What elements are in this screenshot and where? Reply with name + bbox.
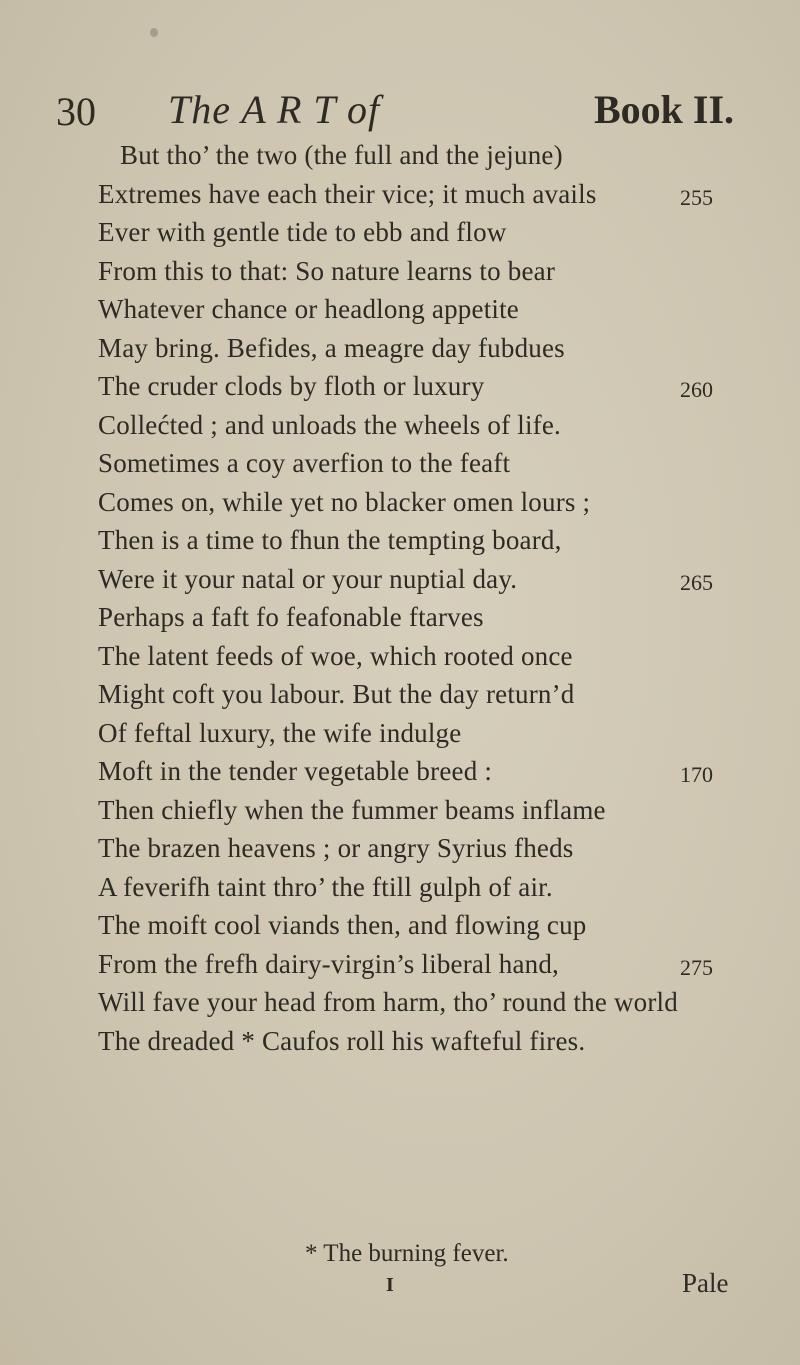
- poem-line-text: Then is a time to fhun the tempting board,: [98, 525, 562, 555]
- poem-line: [0, 487, 800, 526]
- poem-line-text: A feverifh taint thro’ the ftill gulph of air.: [98, 871, 553, 902]
- poem-line: [0, 718, 800, 757]
- signature-mark: I: [386, 1274, 394, 1296]
- poem-line: [0, 602, 800, 641]
- poem-line: [0, 410, 800, 449]
- ink-speck: [150, 28, 158, 37]
- line-number: 265: [680, 569, 713, 595]
- poem-line-text: May bring. Befides, a meagre day fubdues: [98, 332, 565, 363]
- poem-line: [0, 872, 800, 911]
- poem-line-text: Then chiefly when the fummer beams inflame: [98, 794, 606, 825]
- poem-line-text: Sometimes a coy averfion to the feaft: [98, 448, 511, 478]
- poem-line-text: The moift cool viands then, and flowing cup: [98, 910, 587, 940]
- poem-line: [0, 833, 800, 872]
- poem-line-text: Comes on, while yet no blacker omen lours ;: [98, 486, 591, 517]
- poem-line: [0, 795, 800, 834]
- poem-line-text: Might coft you labour. But the day return’d: [98, 679, 575, 709]
- poem-line: [0, 140, 800, 179]
- poem-line: [0, 333, 800, 372]
- poem-line-text: The brazen heavens ; or angry Syrius fheds: [98, 833, 574, 863]
- poem-line-text: Extremes have each their vice; it much avails: [98, 178, 597, 209]
- poem-body: [0, 140, 800, 1064]
- poem-line: [0, 949, 800, 988]
- poem-line-text: Were it your natal or your nuptial day.: [98, 563, 518, 594]
- poem-line: [0, 756, 800, 795]
- footnote: * The burning fever.: [305, 1240, 509, 1267]
- poem-line: [0, 564, 800, 603]
- line-number: 170: [680, 762, 713, 787]
- poem-line: [0, 1026, 800, 1065]
- poem-line: [0, 448, 800, 487]
- poem-line-text: Ever with gentle tide to ebb and flow: [98, 217, 507, 247]
- running-title: The A R T of: [168, 87, 381, 132]
- poem-line: [0, 179, 800, 218]
- poem-line-text: From this to that: So nature learns to bear: [98, 255, 556, 286]
- poem-line-text: Of feftal luxury, the wife indulge: [98, 717, 462, 748]
- poem-line-text: The dreaded * Caufos roll his wafteful fires.: [98, 1025, 586, 1056]
- poem-line-text: The latent feeds of woe, which rooted once: [98, 640, 573, 671]
- poem-line-text: But tho’ the two (the full and the jejune): [120, 140, 563, 170]
- line-number: 275: [680, 954, 713, 980]
- poem-line: [0, 256, 800, 295]
- poem-line-text: Will fave your head from harm, tho’ round the world: [98, 987, 678, 1017]
- poem-line: [0, 679, 800, 718]
- poem-line-text: From the frefh dairy-virgin’s liberal hand,: [98, 948, 559, 979]
- page-footer: [0, 1240, 800, 1310]
- poem-line-text: The cruder clods by floth or luxury: [98, 371, 485, 401]
- poem-line-text: Collećted ; and unloads the wheels of life.: [98, 409, 561, 440]
- line-number: 255: [680, 184, 713, 210]
- poem-line-text: Moft in the tender vegetable breed :: [98, 756, 493, 786]
- catchword: Pale: [682, 1268, 729, 1298]
- poem-line-text: Whatever chance or headlong appetite: [98, 294, 519, 324]
- poem-line: [0, 525, 800, 564]
- page-number: 30: [56, 89, 96, 134]
- poem-line: [0, 641, 800, 680]
- line-number: 260: [680, 377, 713, 402]
- page-header: [0, 86, 800, 136]
- poem-line: [0, 371, 800, 410]
- poem-line: [0, 910, 800, 949]
- book-label: Book II.: [594, 87, 735, 132]
- poem-line: [0, 294, 800, 333]
- poem-line: [0, 987, 800, 1026]
- poem-line: [0, 217, 800, 256]
- poem-line-text: Perhaps a faft fo feafonable ftarves: [98, 602, 484, 632]
